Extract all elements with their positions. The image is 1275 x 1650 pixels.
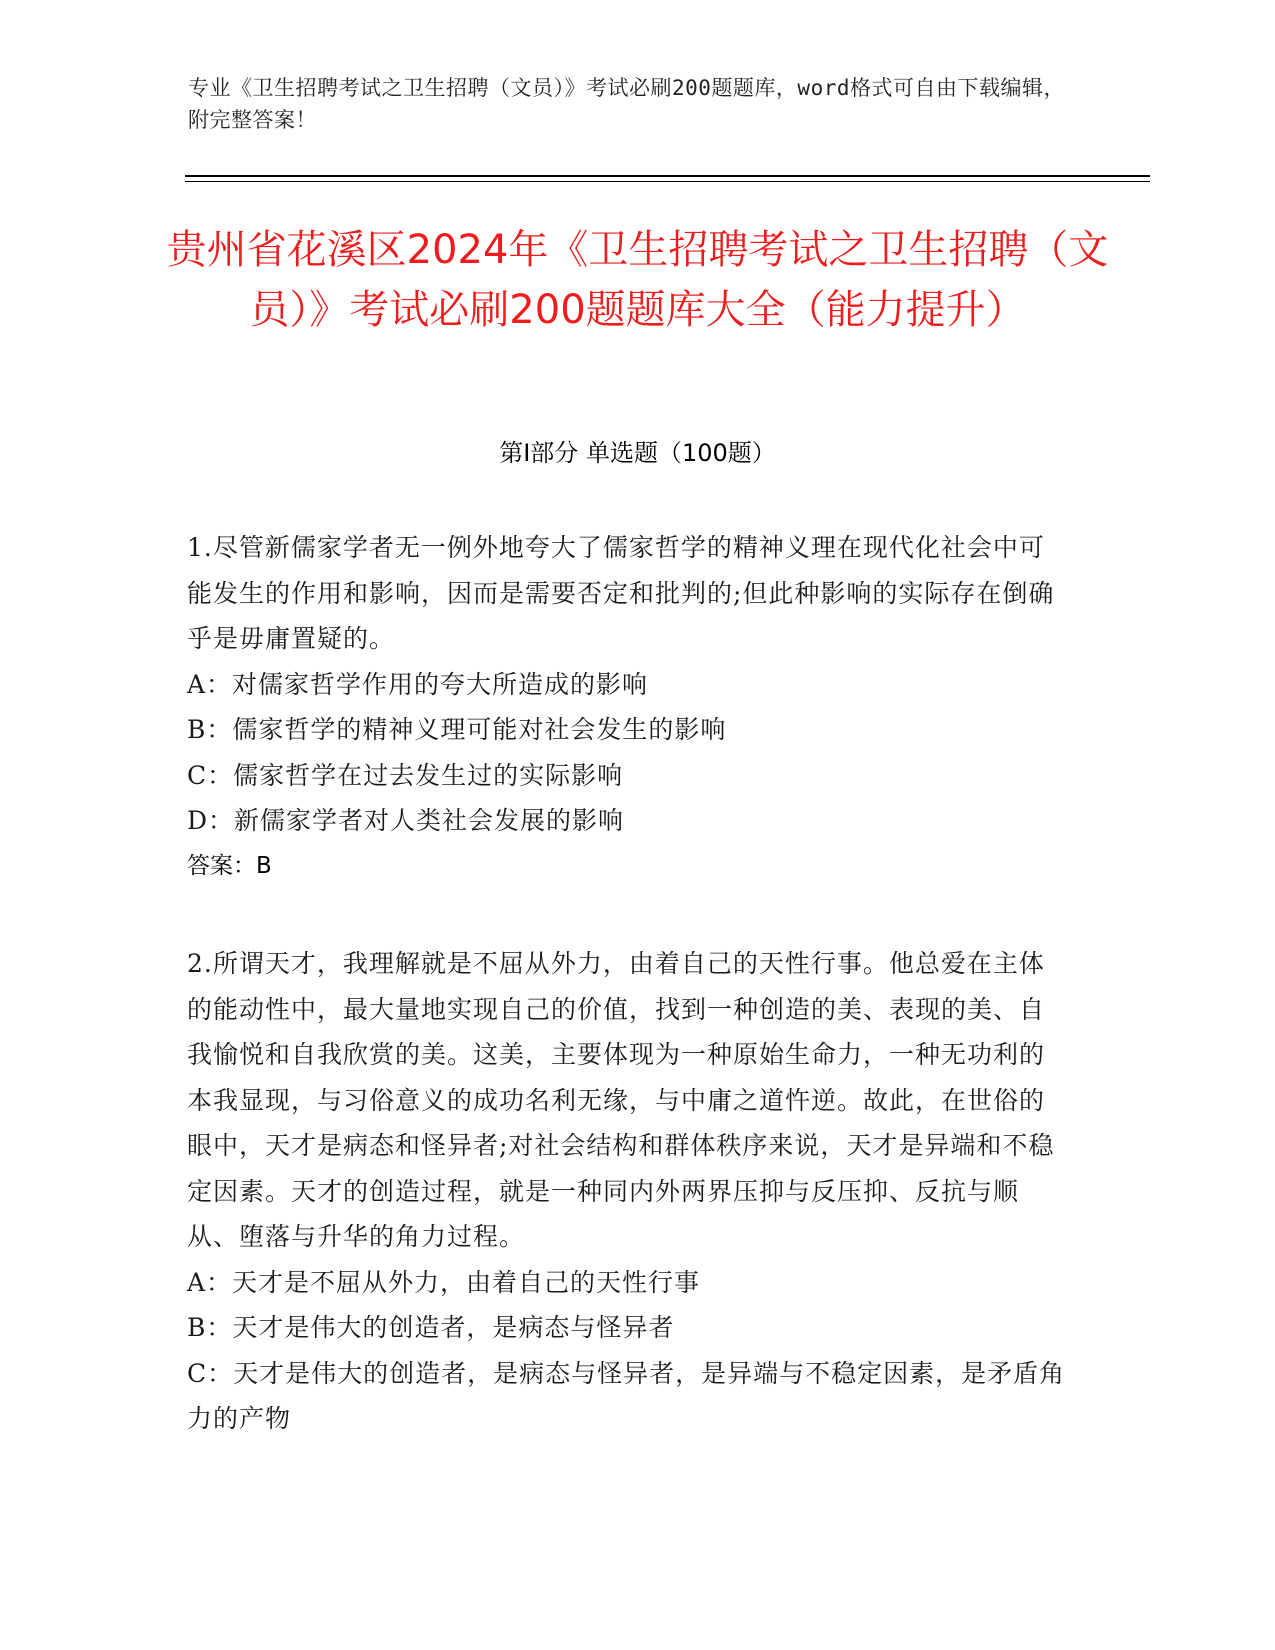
- option-d: D：新儒家学者对人类社会发展的影响: [187, 806, 625, 835]
- option-b: B：天才是伟大的创造者，是病态与怪异者: [187, 1313, 675, 1342]
- question-list: [187, 525, 1067, 1442]
- option-b: B：儒家哲学的精神义理可能对社会发生的影响: [187, 715, 727, 744]
- option-c: C：儒家哲学在过去发生过的实际影响: [187, 760, 624, 790]
- header-divider-thick: [185, 175, 1150, 177]
- header-divider-thin: [185, 181, 1150, 182]
- question-2: [187, 941, 1067, 1442]
- answer-line: 答案：B: [187, 852, 272, 879]
- document-title: 贵州省花溪区2024年《卫生招聘考试之卫生招聘（文员）》考试必刷200题题库大全（能力提升）: [166, 227, 1109, 333]
- option-a: A：对儒家哲学作用的夸大所造成的影响: [187, 669, 649, 699]
- section-heading: 第I部分 单选题（100题）: [499, 439, 776, 467]
- option-c: C：天才是伟大的创造者，是病态与怪异者，是异端与不稳定因素，是矛盾角力的产物: [187, 1358, 1066, 1433]
- question-1: [187, 525, 1067, 889]
- question-stem: 2.所谓天才，我理解就是不屈从外力，由着自己的天性行事。他总爱在主体的能动性中，最大量地实现自己的价值，找到一种创造的美、表现的美、自我愉悦和自我欣赏的美。这美，主要体现为一种原始生命力，一种无功利的本我显现，与习俗意义的成功名利无缘，与中庸之道忤逆。故此，在世俗的眼中，天才是病态和怪异者;对社会结构和群体秩序来说，天才是异端和不稳定因素。天才的创造过程，就是一种同内外两界压抑与反压抑、反抗与顺从、堕落与升华的角力过程。: [187, 949, 1055, 1251]
- question-stem: 1.尽管新儒家学者无一例外地夸大了儒家哲学的精神义理在现代化社会中可能发生的作用和影响，因而是需要否定和批判的;但此种影响的实际存在倒确乎是毋庸置疑的。: [187, 533, 1055, 653]
- option-a: A：天才是不屈从外力，由着自己的天性行事: [187, 1267, 701, 1297]
- header-note: 专业《卫生招聘考试之卫生招聘（文员）》考试必刷200题题库，word格式可自由下载编辑，附完整答案！: [188, 76, 1065, 132]
